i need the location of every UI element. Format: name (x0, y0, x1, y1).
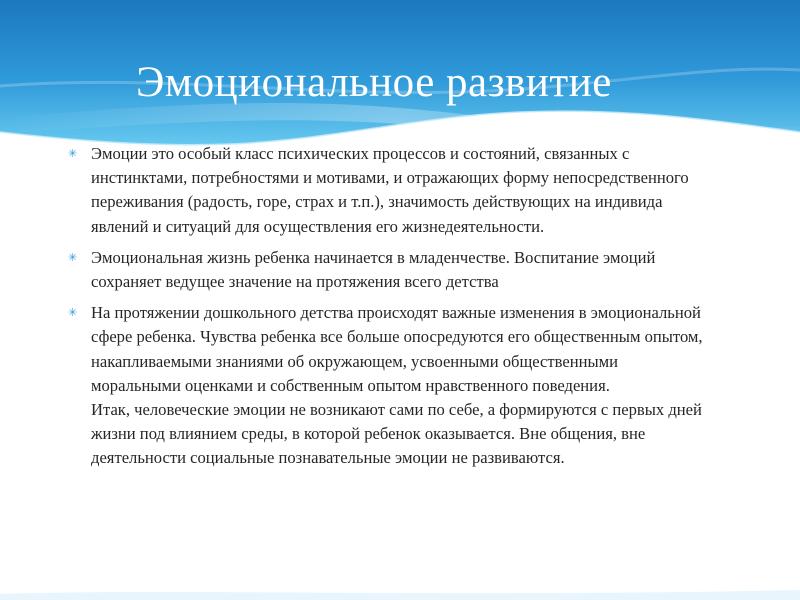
bullet-text: Эмоциональная жизнь ребенка начинается в младенчестве. Воспитание эмоций сохраняет ведущее значение на протяжения всего детства (91, 247, 656, 292)
bullet-item (68, 142, 708, 239)
sparkle-icon: ✳ (68, 307, 78, 320)
slide-title: Эмоциональное развитие (136, 59, 612, 106)
footer-wave (0, 580, 800, 600)
sparkle-icon: ✳ (68, 251, 78, 264)
bullet-list (68, 142, 708, 478)
bullet-text: На протяжении дошкольного детства происходят важные изменения в эмоциональной сфере ребенка. Чувства ребенка все больше опосредуются его общественным опытом, накапливаемыми знаниями об окружающем, усвоенными общественными моральными оценками и собственным опытом нравственного поведения. (91, 303, 703, 395)
bullet-item (68, 301, 708, 470)
title-banner (0, 0, 800, 150)
bullet-text-continuation: Итак, человеческие эмоции не возникают сами по себе, а формируются с первых дней жизни под влиянием среды, в которой ребенок оказывается. Вне общения, вне деятельности социальные познавательные эмоции не развиваются. (91, 400, 702, 468)
bullet-text: Эмоции это особый класс психических процессов и состояний, связанных с инстинктами, потребностями и мотивами, и отражающих форму непосредственного переживания (радость, горе, страх и т.п.), значимость действующих на индивида явлений и ситуаций для осуществления его жизнедеятельности. (91, 144, 689, 236)
sparkle-icon: ✳ (68, 148, 78, 160)
bullet-item (68, 246, 708, 294)
